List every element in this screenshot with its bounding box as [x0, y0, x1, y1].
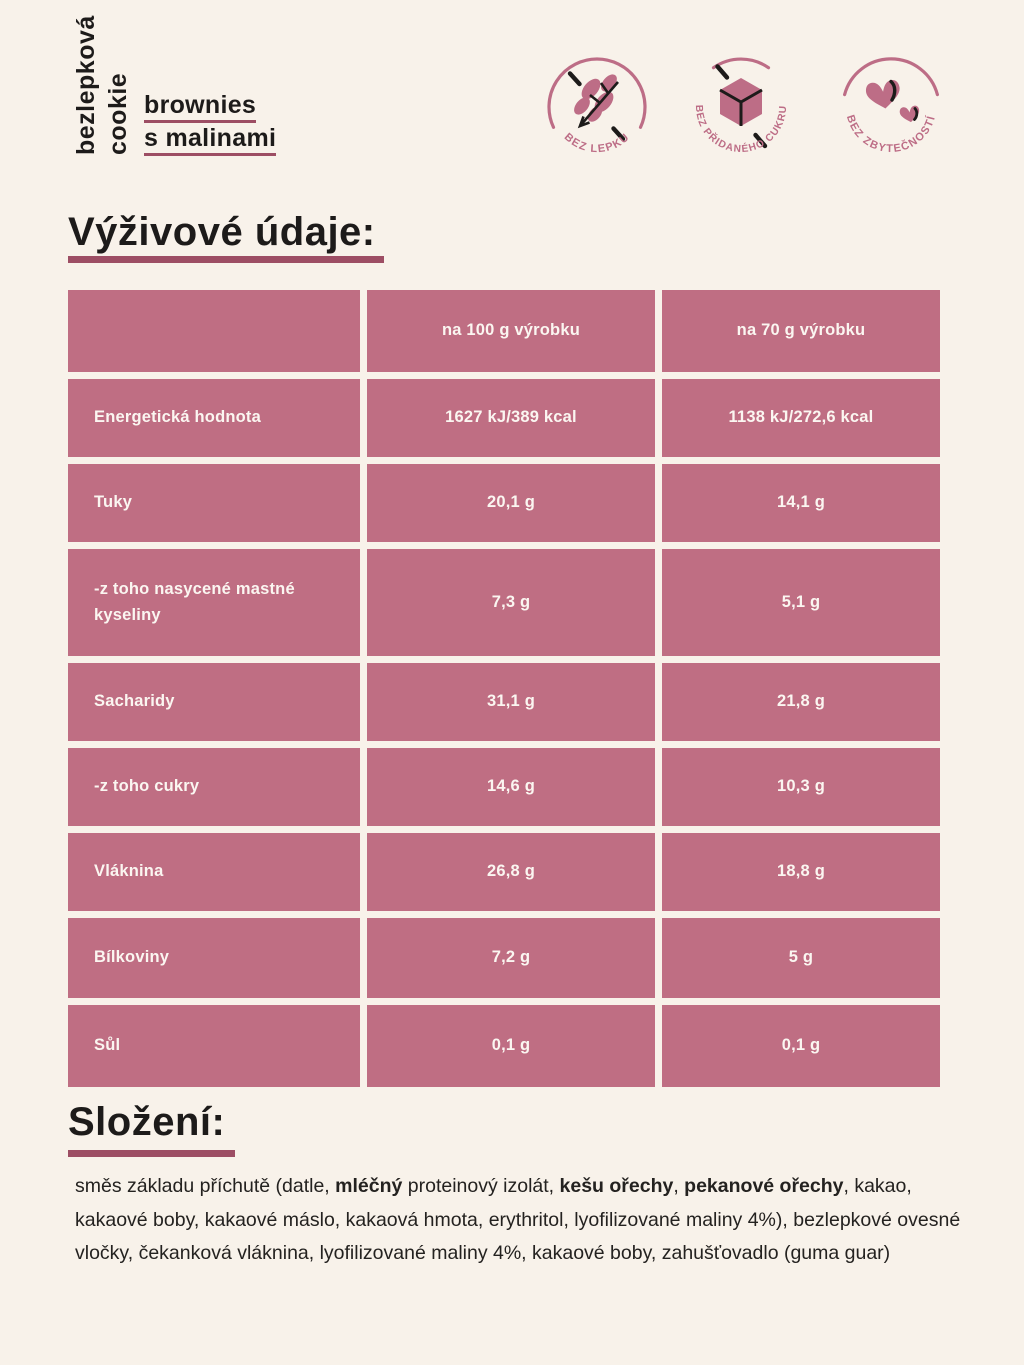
value-per-100g: 7,3 g — [367, 549, 655, 656]
badge-label: BEZ ZBYTEČNOSTÍ — [843, 113, 938, 155]
table-corner-cell — [68, 290, 360, 372]
value-per-100g: 0,1 g — [367, 1005, 655, 1087]
value-per-70g: 10,3 g — [662, 748, 940, 826]
value-per-70g: 5 g — [662, 918, 940, 998]
ingredient-bold-term: mléčný — [335, 1175, 403, 1197]
badge-label: BEZ LEPKU — [561, 130, 633, 156]
value-per-70g: 5,1 g — [662, 549, 940, 656]
crossed-leaf-icon — [570, 71, 623, 139]
value-per-100g: 7,2 g — [367, 918, 655, 998]
value-per-70g: 1138 kJ/272,6 kcal — [662, 379, 940, 457]
value-per-70g: 21,8 g — [662, 663, 940, 741]
svg-text:BEZ LEPKU — [562, 131, 632, 155]
strike-dash-top — [718, 67, 728, 78]
nutrition-heading: Výživové údaje: — [68, 210, 376, 254]
column-header-per-70g: na 70 g výrobku — [662, 290, 940, 372]
value-per-100g: 20,1 g — [367, 464, 655, 542]
ingredient-bold-term: kešu ořechy — [559, 1175, 674, 1197]
strike-dash-top — [570, 74, 580, 85]
ingredients-text — [75, 1170, 961, 1271]
ingredient-bold-term: pekanové ořechy — [684, 1175, 844, 1197]
product-subtitle — [144, 93, 276, 159]
nutrition-table — [68, 290, 940, 1087]
column-header-per-100g: na 100 g výrobku — [367, 290, 655, 372]
ingredient-run: , kakao, kakaové boby, kakaové máslo, kakaová hmota, erythritol, lyofilizované maliny 4%), bezlepkové ovesné vločky, čekanková vláknina, lyofilizované maliny 4%, kakaové boby, zahušťovadlo (guma guar) — [75, 1175, 961, 1264]
gluten-free-badge — [542, 52, 652, 162]
value-per-100g: 26,8 g — [367, 833, 655, 911]
svg-text:BEZ ZBYTEČNOSTÍ — [844, 114, 938, 155]
row-label: -z toho nasycené mastné kyseliny — [68, 549, 360, 656]
badge-label: BEZ PŘIDANÉHO CUKRU — [692, 104, 790, 156]
product-name-line1: bezlepková — [72, 15, 100, 155]
product-name-line2: cookie — [104, 72, 132, 155]
row-label: Sacharidy — [68, 663, 360, 741]
row-label: Energetická hodnota — [68, 379, 360, 457]
badge-circle — [714, 59, 769, 68]
no-extras-badge — [836, 52, 946, 162]
ingredients-heading: Složení: — [68, 1100, 226, 1144]
row-label: Tuky — [68, 464, 360, 542]
ingredient-run: , — [673, 1175, 685, 1197]
value-per-70g: 14,1 g — [662, 464, 940, 542]
hearts-icon — [865, 79, 921, 123]
ingredient-run: směs základu příchutě (datle, — [75, 1175, 336, 1197]
value-per-100g: 31,1 g — [367, 663, 655, 741]
nutrition-heading-underline — [68, 256, 384, 263]
value-per-70g: 18,8 g — [662, 833, 940, 911]
row-label: Vláknina — [68, 833, 360, 911]
value-per-100g: 1627 kJ/389 kcal — [367, 379, 655, 457]
row-label: Sůl — [68, 1005, 360, 1087]
value-per-100g: 14,6 g — [367, 748, 655, 826]
ingredient-run: proteinový izolát, — [402, 1175, 560, 1197]
subtitle-line2: s malinami — [144, 126, 276, 156]
value-per-70g: 0,1 g — [662, 1005, 940, 1087]
no-added-sugar-badge — [686, 52, 796, 162]
ingredients-heading-underline — [68, 1150, 235, 1157]
subtitle-line1: brownies — [144, 93, 256, 123]
row-label: -z toho cukry — [68, 748, 360, 826]
row-label: Bílkoviny — [68, 918, 360, 998]
crossed-sugar-cube-icon — [718, 67, 766, 147]
